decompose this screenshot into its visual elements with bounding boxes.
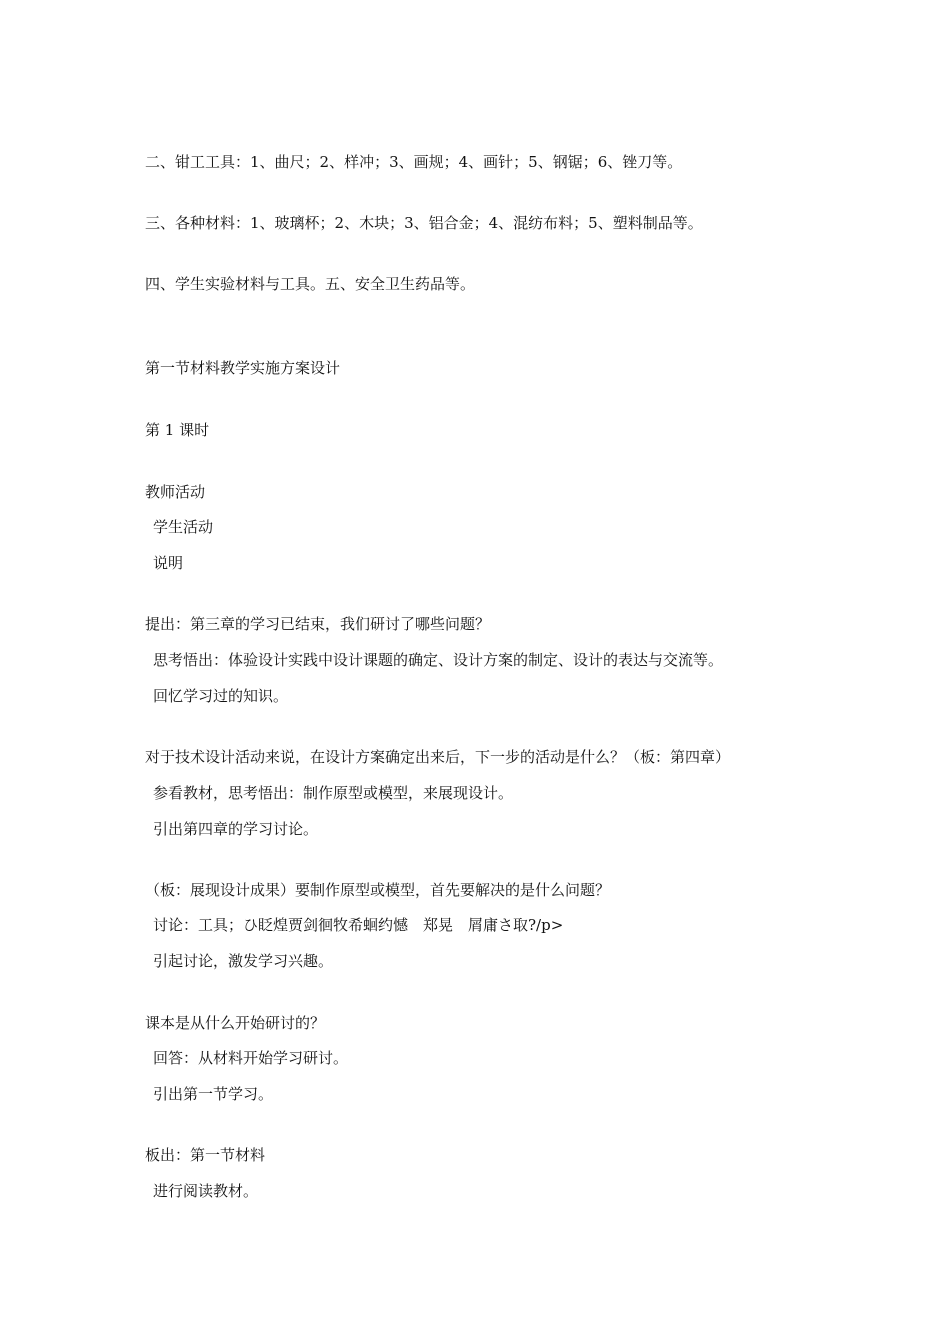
row-2-teacher: 对于技术设计活动来说，在设计方案确定出来后，下一步的活动是什么？（板：第四章）	[145, 748, 731, 766]
header-note: 说明	[153, 554, 184, 572]
header-teacher-activity: 教师活动	[145, 483, 206, 501]
row-4-teacher: 课本是从什么开始研讨的？	[145, 1014, 326, 1032]
row-1-teacher: 提出：第三章的学习已结束，我们研讨了哪些问题？	[145, 615, 491, 633]
row-4-note: 引出第一节学习。	[153, 1085, 274, 1103]
row-3-note: 引起讨论，激发学习兴趣。	[153, 952, 334, 970]
row-1-student: 思考悟出：体验设计实践中设计课题的确定、设计方案的制定、设计的表达与交流等。	[153, 651, 724, 669]
materials-list: 三、各种材料：1、玻璃杯；2、木块；3、铝合金；4、混纺布料；5、塑料制品等。	[145, 214, 703, 232]
student-items-list: 四、学生实验材料与工具。五、安全卫生药品等。	[145, 275, 476, 293]
row-3-teacher: （板：展现设计成果）要制作原型或模型，首先要解决的是什么问题？	[145, 881, 611, 899]
fitter-tools-list: 二、钳工工具：1、曲尺；2、样冲；3、画规；4、画针；5、钢锯；6、锉刀等。	[145, 153, 683, 171]
row-2-student: 参看教材，思考悟出：制作原型或模型，来展现设计。	[153, 784, 514, 802]
section-title: 第一节材料教学实施方案设计	[145, 359, 341, 377]
header-student-activity: 学生活动	[153, 518, 214, 536]
row-4-student: 回答：从材料开始学习研讨。	[153, 1049, 349, 1067]
row-3-student: 讨论：工具；ひ眨煌贾剑徊牧希蛔约憾 郑晃 屑庸さ取?/p>	[153, 916, 564, 934]
row-2-note: 引出第四章的学习讨论。	[153, 820, 319, 838]
row-5-teacher: 板出：第一节材料	[145, 1146, 266, 1164]
lesson-label: 第 1 课时	[145, 421, 210, 439]
row-5-student: 进行阅读教材。	[153, 1182, 259, 1200]
row-1-note: 回忆学习过的知识。	[153, 687, 289, 705]
